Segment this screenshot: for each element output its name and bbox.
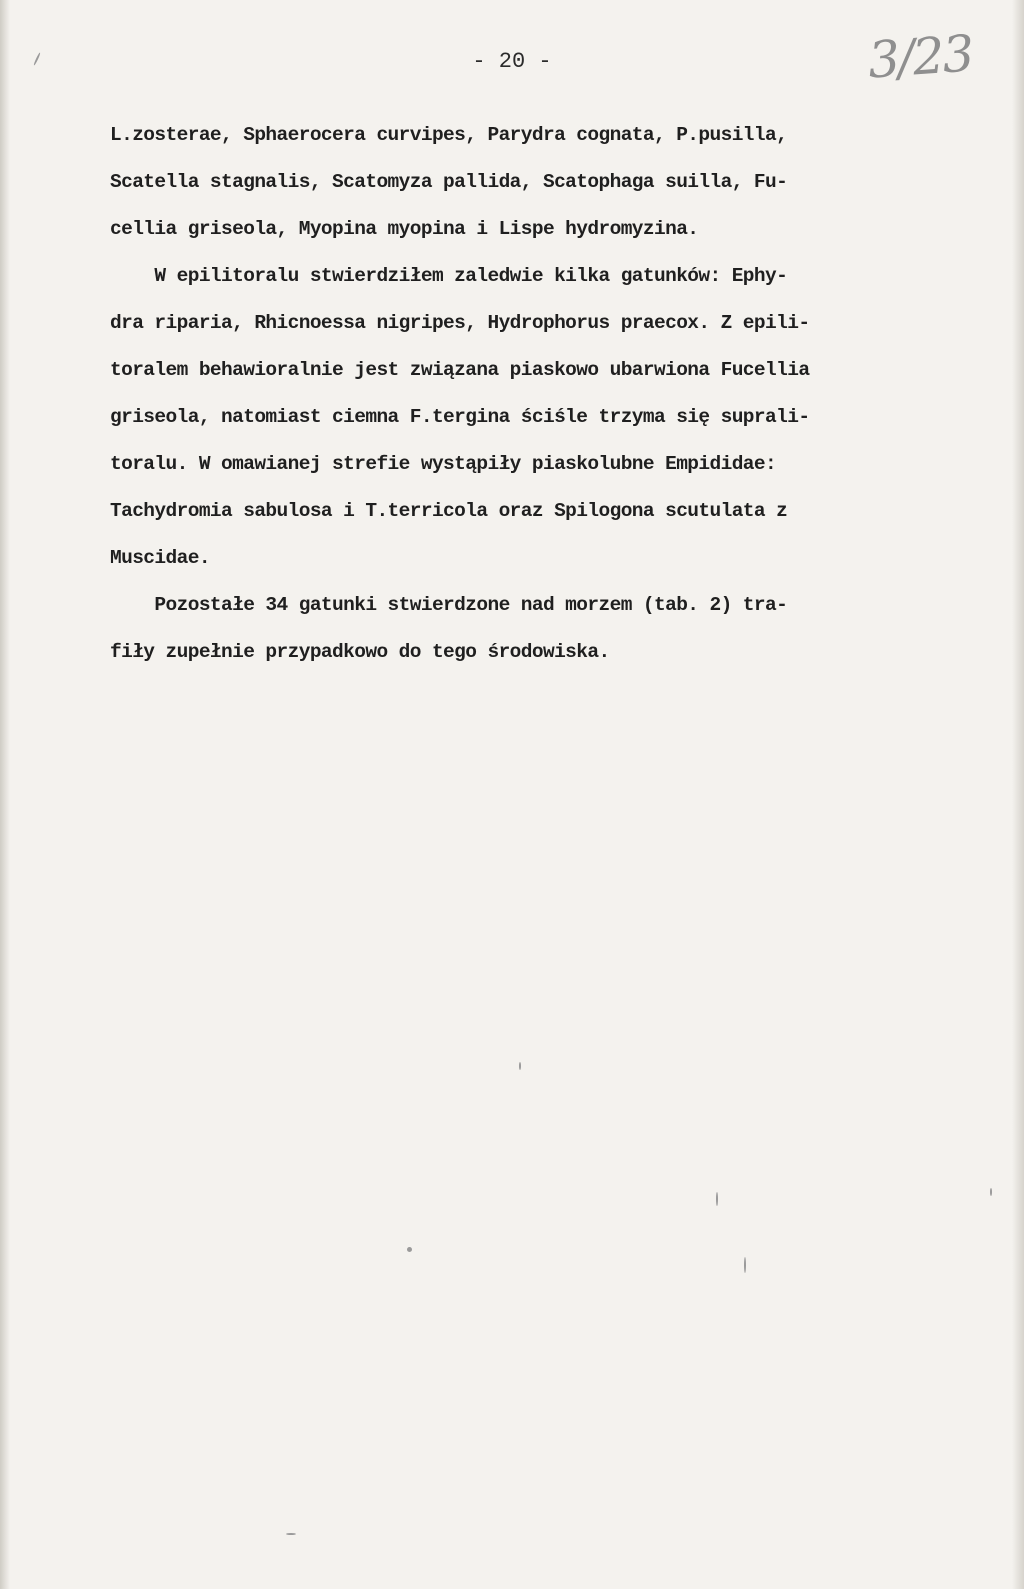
handwritten-archive-mark: 3/23 — [866, 24, 975, 90]
text-line: Pozostałe 34 gatunki stwierdzone nad morzem (tab. 2) tra- — [110, 594, 788, 616]
text-line: Scatella stagnalis, Scatomyza pallida, Scatophaga suilla, Fu- — [110, 171, 788, 193]
text-line: W epilitoralu stwierdziłem zaledwie kilka gatunków: Ephy- — [110, 265, 788, 287]
paper-speck — [744, 1257, 746, 1273]
text-line: Muscidae. — [110, 547, 210, 569]
paper-speck — [716, 1192, 718, 1206]
paper-speck — [990, 1188, 992, 1196]
text-line: griseola, natomiast ciemna F.tergina ściśle trzyma się suprali- — [110, 406, 810, 428]
text-line: toralu. W omawianej strefie wystąpiły piaskolubne Empididae: — [110, 453, 777, 475]
text-line: fiły zupełnie przypadkowo do tego środowiska. — [110, 641, 610, 663]
paper-speck — [286, 1533, 296, 1535]
text-line: L.zosterae, Sphaerocera curvipes, Parydra cognata, P.pusilla, — [110, 124, 788, 146]
paper-speck — [519, 1062, 521, 1070]
text-line: dra riparia, Rhicnoessa nigripes, Hydrophorus praecox. Z epili- — [110, 312, 810, 334]
paper-speck — [407, 1247, 412, 1252]
body-text — [110, 112, 1010, 676]
text-line: toralem behawioralnie jest związana piaskowo ubarwiona Fucellia — [110, 359, 810, 381]
text-line: Tachydromia sabulosa i T.terricola oraz Spilogona scutulata z — [110, 500, 788, 522]
text-line: cellia griseola, Myopina myopina i Lispe hydromyzina. — [110, 218, 699, 240]
page-number: - 20 - — [472, 49, 552, 74]
